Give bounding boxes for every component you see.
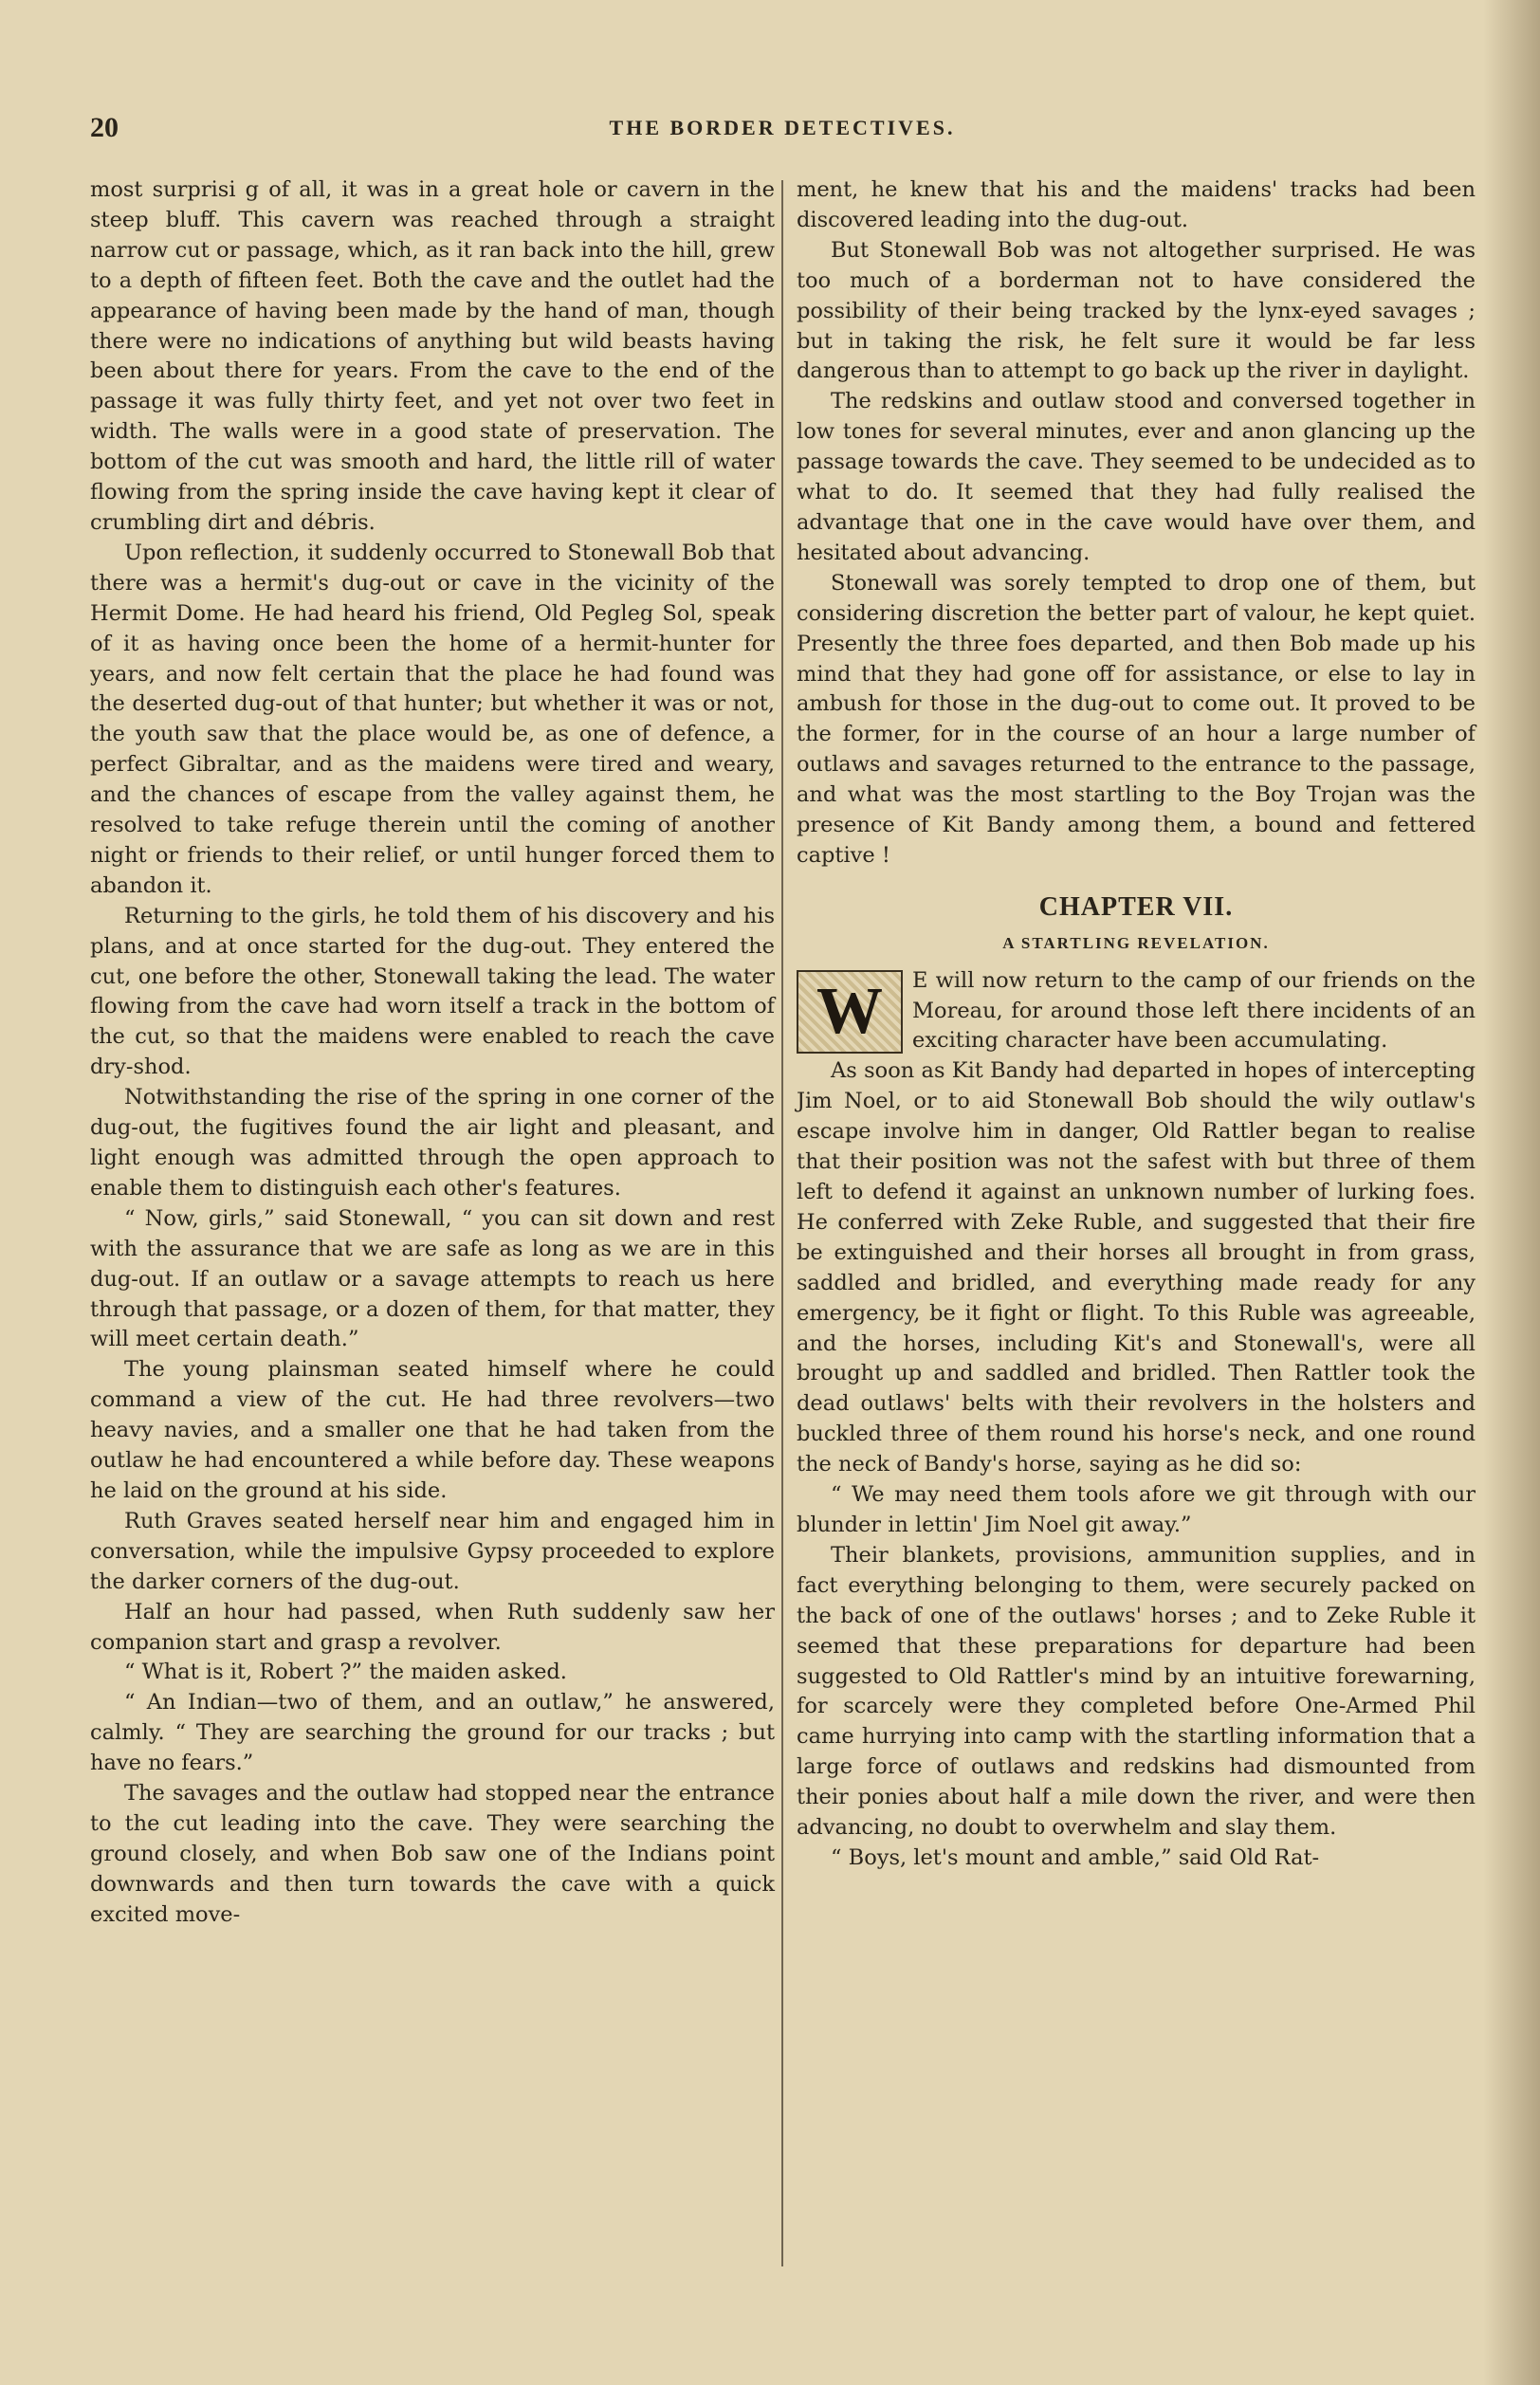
right-column [797,175,1476,1874]
paragraph: But Stonewall Bob was not altogether surprised. He was too much of a borderman not to have considered the possibility of their being tracked by the lynx-eyed savages ; but in taking the risk, he felt sure it would be far less dangerous than to attempt to go back up the river in daylight. [797,237,1476,384]
chapter-opening [797,966,1476,1057]
paragraph: The young plainsman seated himself where he could command a view of the cut. He had three revolvers—two heavy navies, and a smaller one that he had taken from the outlaw he had encountered a while before day. These weapons he laid on the ground at his side. [90,1357,775,1503]
left-column [90,175,775,1931]
paragraph: The redskins and outlaw stood and conversed together in low tones for several minutes, ever and anon glancing up the passage towards the cave. They seemed to be undecided as to what to do. It seemed that they had fully realised the advantage that one in the cave would have over them, and hesitated about advancing. [797,389,1476,565]
paragraph: “ Now, girls,” said Stonewall, “ you can sit down and rest with the assurance that we are safe as long as we are in this dug-out. If an outlaw or a savage attempts to reach us here through that passage, or a dozen of them, for that matter, they will meet certain death.” [90,1205,775,1352]
paragraph: Ruth Graves seated herself near him and engaged him in conversation, while the impulsive Gypsy proceeded to explore the darker corners of the dug-out. [90,1508,775,1594]
column-divider [781,180,783,2266]
paragraph: “ An Indian—two of them, and an outlaw,” he answered, calmly. “ They are searching the ground for our tracks ; but have no fears.” [90,1690,775,1776]
running-head: THE BORDER DETECTIVES. [609,116,956,139]
paragraph: Their blankets, provisions, ammunition supplies, and in fact everything belonging to them, were securely packed on the back of one of the outlaws' horses ; and to Zeke Ruble it seemed that these preparations for departure had been suggested to Old Rattler's mind by an intuitive forewarning, for scarcely were they completed before One-Armed Phil came hurrying into camp with the startling information that a large force of outlaws and redskins had dismounted from their ponies about half a mile down the river, and were then advancing, no doubt to overwhelm and slay them. [797,1542,1476,1841]
paragraph: Upon reflection, it suddenly occurred to Stonewall Bob that there was a hermit's dug-out or cave in the vicinity of the Hermit Dome. He had heard his friend, Old Pegleg Sol, speak of it as having once been the home of a hermit-hunter for years, and now felt certain that the place he had found was the deserted dug-out of that hunter; but whether it was or not, the youth saw that the place would be, as one of defence, a perfect Gibraltar, and as the maidens were tired and weary, and the chances of escape from the valley against them, he resolved to take refuge therein until the coming of another night or friends to their relief, or until hunger forced them to abandon it. [90,540,775,898]
chapter-subtitle: A STARTLING REVELATION. [1002,933,1270,952]
paragraph: E will now return to the camp of our friends on the Moreau, for around those left there incidents of an exciting character have been accumulating. [912,967,1476,1054]
paragraph: Notwithstanding the rise of the spring in one corner of the dug-out, the fugitives found the air light and pleasant, and light enough was admitted through the open approach to enable them to distinguish each other's features. [90,1085,775,1201]
paragraph: Stonewall was sorely tempted to drop one of them, but considering discretion the better part of valour, he kept quiet. Presently the three foes departed, and then Bob made up his mind that they had gone off for assistance, or else to lay in ambush for those in the dug-out to come out. It proved to be the former, for in the course of an hour a large number of outlaws and savages returned to the entrance to the passage, and what was the most startling to the Boy Trojan was the presence of Kit Bandy among them, a bound and fettered captive ! [797,570,1476,868]
page-edge-shadow [1483,0,1540,2385]
chapter-title: CHAPTER VII. [1038,891,1234,922]
paragraph: As soon as Kit Bandy had departed in hopes of intercepting Jim Noel, or to aid Stonewall Bob should the wily outlaw's escape involve him in danger, Old Rattler began to realise that their position was not the safest with but three of them left to defend it against an unknown number of lurking foes. He conferred with Zeke Ruble, and suggested that their fire be extinguished and their horses all brought in from grass, saddled and bridled, and everything made ready for any emergency, be it fight or flight. To this Ruble was agreeable, and the horses, including Kit's and Stonewall's, were all brought up and saddled and bridled. Then Rattler took the dead outlaws' belts with their revolvers in the holsters and buckled three of them round his horse's neck, and one round the neck of Bandy's horse, saying as he did so: [797,1058,1476,1477]
paragraph: “ What is it, Robert ?” the maiden asked. [124,1660,567,1685]
paragraph: most surprisi g of all, it was in a great hole or cavern in the steep bluff. This cavern was reached through a straight narrow cut or passage, which, as it ran back into the hill, grew to a depth of fifteen feet. Both the cave and the outlet had the appearance of having been made by the hand of man, though there were no indications of anything but wild beasts having been about there for years. From the cave to the end of the passage it was fully thirty feet, and yet not over two feet in width. The walls were in a good state of preservation. The bottom of the cut was smooth and hard, the little rill of water flowing from the spring inside the cave having kept it clear of crumbling dirt and débris. [90,177,775,535]
paragraph: “ Boys, let's mount and amble,” said Old Rat- [831,1844,1320,1870]
page-header [90,112,1475,150]
paragraph: ment, he knew that his and the maidens' tracks had been discovered leading into the dug-out. [797,177,1476,232]
drop-cap-initial: W [797,970,903,1054]
paragraph: “ We may need them tools afore we git through with our blunder in lettin' Jim Noel git away.” [797,1482,1476,1537]
page-number: 20 [90,112,119,143]
paragraph: Half an hour had passed, when Ruth suddenly saw her companion start and grasp a revolver. [90,1599,775,1655]
paragraph: The savages and the outlaw had stopped near the entrance to the cut leading into the cave. They were searching the ground closely, and when Bob saw one of the Indians point downwards and then turn towards the cave with a quick excited move- [90,1781,775,1927]
paragraph: Returning to the girls, he told them of his discovery and his plans, and at once started for the dug-out. They entered the cut, one before the other, Stonewall taking the lead. The water flowing from the cave had worn itself a track in the bottom of the cut, so that the maidens were enabled to reach the cave dry-shod. [90,903,775,1080]
